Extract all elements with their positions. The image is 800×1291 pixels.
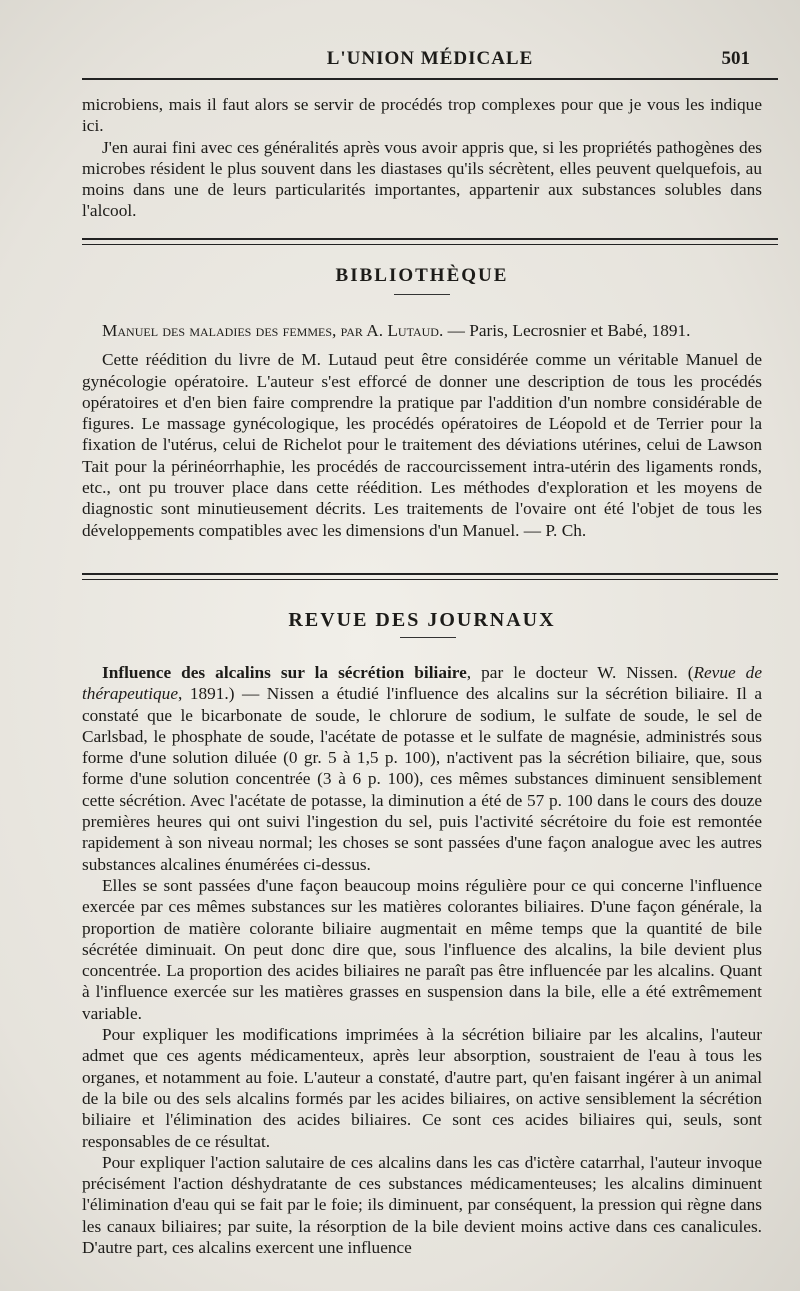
page-number: 501	[721, 48, 750, 69]
continued-paragraph-2: J'en aurai fini avec ces généralités après vous avoir appris que, si les propriétés pathogènes des microbes résident le plus souvent dans les diastases qu'ils sécrètent, elles peuvent quelquefois, au moins dans une de leurs particularités importantes, appartenir aux substances solubles dans l'alcool.	[82, 137, 762, 221]
continued-paragraph-1: microbiens, mais il faut alors se servir de procédés trop complexes pour que je vous les indique ici.	[82, 95, 762, 136]
book-review-body: Cette réédition du livre de M. Lutaud peut être considérée comme un véritable Manuel de gynécologie opératoire. L'auteur s'est efforcé de donner une description de tous les procédés opératoires et d'en bien faire comprendre la pratique par l'addition d'un nombre considérable de figures. Le massage gynécologique, les procédés opératoires de Léopold et de Terrier pour la fixation de l'utérus, celui de Richelot pour le traitement des déviations utérines, celui de Lawson Tait pour la périnéorrhaphie, les procédés de raccourcissement intra-utérin des ligaments ronds, etc., ont pu trouver place dans cette réédition. Les méthodes d'exploration et les moyens de diagnostic sont minutieusement décrits. Les traitements de l'ovaire ont été l'objet de tous les développements compatibles avec les dimensions d'un Manuel. — P. Ch.	[82, 350, 762, 540]
article-paragraph-3: Pour expliquer les modifications imprimées à la sécrétion biliaire par les alcalins, l'auteur admet que ces agents médicamenteux, après leur absorption, soustraient de l'eau à tous les organes, et notamment au foie. L'auteur a constaté, d'autre part, qu'en faisant ingérer à un animal de la bile ou des sels alcalins formés par les acides biliaires, on active sensiblement la sécrétion biliaire et l'élimination des acides biliaires. Ce sont ces acides biliaires qui, seuls, sont responsables de ce résultat.	[82, 1025, 762, 1151]
title-underline	[394, 294, 450, 295]
header-rule	[82, 78, 778, 80]
article-paragraph-4: Pour expliquer l'action salutaire de ces alcalins dans les cas d'ictère catarrhal, l'auteur invoque précisément l'action déshydratante de ces substances médicamenteuses; les alcalins diminuent l'élimination d'eau qui se fait par le foie; ils diminuent, par conséquent, la pression qui règne dans les canaux biliaires; par suite, la résorption de la bile devient moins active dans ces canalicules. D'autre part, ces alcalins exercent une influence	[82, 1152, 762, 1258]
article-title: Influence des alcalins sur la sécrétion biliaire	[102, 663, 467, 682]
revue-title: REVUE DES JOURNAUX	[288, 609, 556, 631]
article-paragraph-1-rest: — Nissen a étudié l'influence des alcalins sur la sécrétion biliaire. Il a constaté que le bicarbonate de soude, le chlorure de sodium, le sulfate de soude, le sel de Carlsbad, le phosphate de soude, l'acétate de potasse et le sulfate de magnésie, administrés sous forme d'une solution diluée (0 gr. 5 à 1,5 p. 100), n'activent pas la sécrétion biliaire, que, sous forme d'une solution concentrée (3 à 6 p. 100), ces mêmes substances diminuent sensiblement cette sécrétion. Avec l'acétate de potasse, la diminution a été de 57 p. 100 dans le cours des douze premières heures qui ont suivi l'ingestion du sel, puis l'activité sécrétoire du foie est remontée rapidement à son niveau normal; les choses se sont passées d'une façon analogue avec les autres substances alcalines énumérées ci-dessus.	[82, 684, 762, 874]
section-divider	[82, 238, 778, 245]
article-byline: , par le docteur W. Nissen. (	[466, 663, 694, 682]
book-citation	[82, 320, 762, 341]
article-paragraph-1	[82, 662, 762, 875]
section-divider	[82, 573, 778, 580]
book-title: Manuel des maladies des femmes	[102, 321, 332, 340]
book-author: , par A. Lutaud.	[332, 321, 444, 340]
article-paragraph-2: Elles se sont passées d'une façon beaucoup moins régulière pour ce qui concerne l'influence exercée par ces mêmes substances sur les matières colorantes biliaires. D'une façon générale, la proportion de matière colorante biliaire augmentait en même temps que la quantité de bile sécrétée diminuait. On peut donc dire que, sous l'influence des alcalins, la bile devient plus concentrée. La proportion des acides biliaires ne paraît pas être influencée par les alcalins. Quant à l'influence exercée sur les matières grasses en suspension dans la bile, elle a été extrêmement variable.	[82, 875, 762, 1023]
journal-review	[82, 662, 762, 1258]
running-title: L'UNION MÉDICALE	[326, 48, 534, 69]
continued-article	[82, 94, 762, 222]
book-review	[82, 320, 762, 541]
source-year: , 1891.)	[177, 684, 235, 704]
source-journal: Revue de thérapeutique	[82, 663, 762, 704]
book-imprint: — Paris, Lecrosnier et Babé, 1891.	[443, 321, 691, 340]
bibliotheque-title: BIBLIOTHÈQUE	[335, 265, 509, 286]
title-underline	[400, 637, 456, 638]
page-header	[82, 44, 778, 74]
